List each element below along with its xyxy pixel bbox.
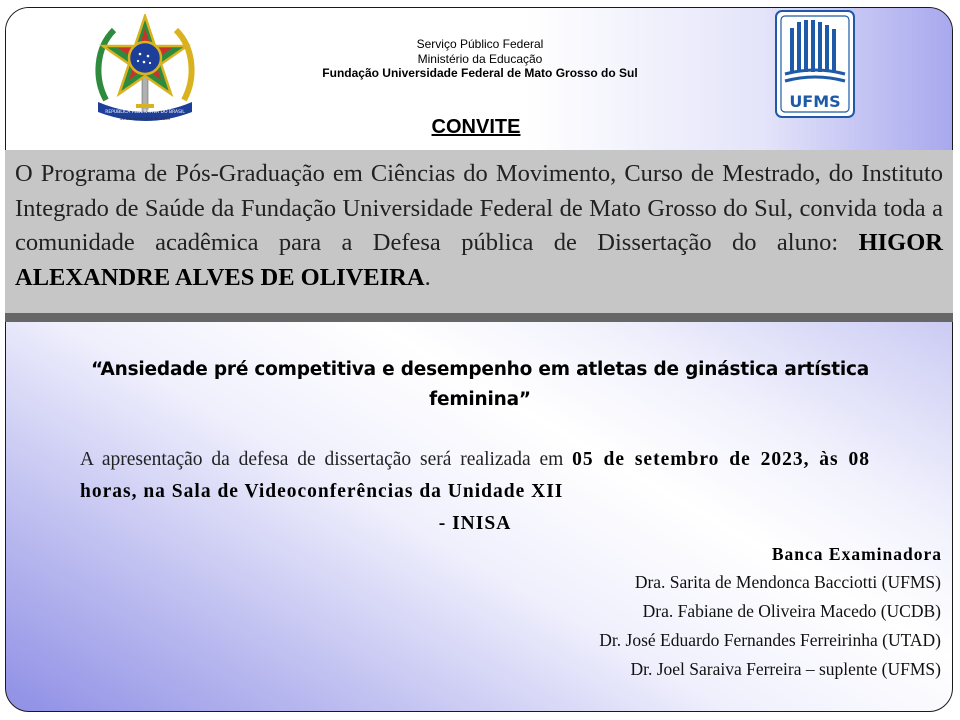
banca-member: Dra. Sarita de Mendonca Bacciotti (UFMS) — [634, 572, 941, 592]
banca-title: Banca Examinadora — [771, 544, 942, 564]
thesis-title: “Ansiedade pré competitiva e desempenho em atletas de ginástica artística feminina” — [90, 359, 870, 410]
svg-text:REPUBLICA FEDERATIVA DO BRASIL: REPUBLICA FEDERATIVA DO BRASIL — [105, 110, 185, 115]
header-line-2: Ministério da Educação — [417, 51, 543, 66]
institution-header — [0, 37, 960, 81]
presentation-text: A apresentação da defesa de dissertação será realizada em — [80, 449, 573, 470]
student-name: HIGOR ALEXANDRE ALVES DE OLIVEIRA — [15, 229, 943, 291]
intro-text: O Programa de Pós-Graduação em Ciências do Movimento, Curso de Mestrado, do Instituto Integrado de Saúde da Fundação Universidade Federal de Mato Grosso do Sul, convida toda a comunidade acadêmica para a Defesa pública de Dissertação do aluno: — [15, 160, 943, 256]
svg-text:15 de novembro de 1889: 15 de novembro de 1889 — [119, 116, 171, 121]
banca-member: Dr. Joel Saraiva Ferreira – suplente (UFMS) — [630, 659, 941, 679]
intro-paragraph — [15, 157, 943, 295]
band-divider — [5, 313, 953, 322]
header-line-3: Fundação Universidade Federal de Mato Grosso do Sul — [322, 66, 638, 80]
banca-member: Dra. Fabiane de Oliveira Macedo (UCDB) — [642, 601, 941, 621]
presentation-paragraph — [80, 444, 870, 540]
page-title: CONVITE — [431, 116, 521, 138]
presentation-unit: - INISA — [438, 513, 512, 534]
intro-end: . — [424, 263, 431, 291]
banca-list — [599, 568, 941, 684]
presentation-date-place: 05 de setembro de 2023, às 08 horas, na Sala de Videoconferências da Unidade XII — [80, 449, 870, 502]
header-line-1: Serviço Público Federal — [416, 37, 544, 51]
banca-member: Dr. José Eduardo Fernandes Ferreirinha (UTAD) — [599, 630, 941, 650]
ufms-logo-text: UFMS — [789, 92, 841, 111]
